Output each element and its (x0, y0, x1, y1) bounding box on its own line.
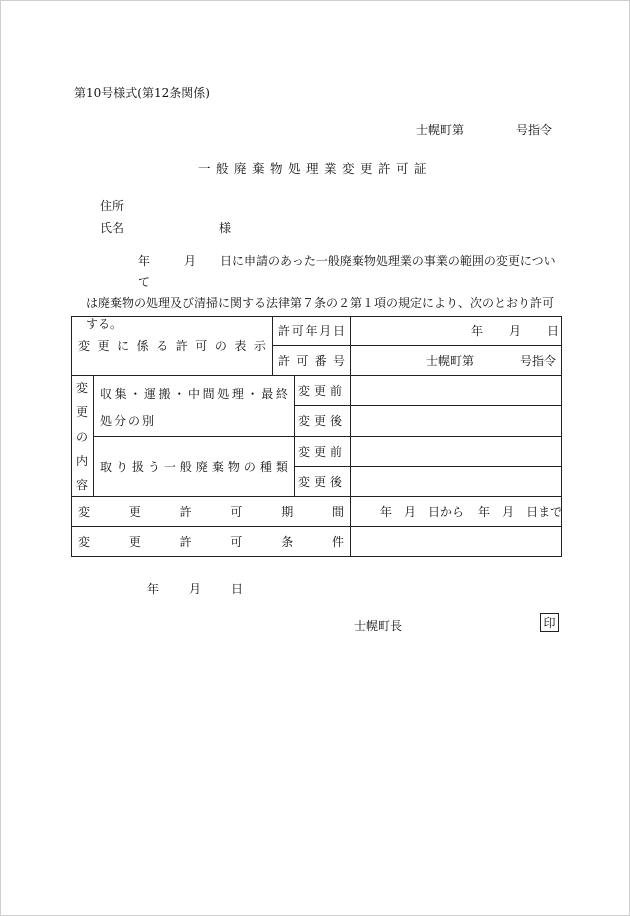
before-change-label-2: 変更前 (297, 444, 346, 459)
label-char: 運 (143, 386, 156, 401)
label-char: 類 (275, 459, 288, 474)
label-char: 更 (128, 504, 141, 519)
label-char: う (147, 459, 160, 474)
table-rule (93, 375, 94, 496)
label-char: 中 (187, 386, 200, 401)
change-display-label (78, 316, 266, 375)
label-char: 処 (217, 386, 230, 401)
address-label: 住所 (100, 199, 125, 213)
period-month-to: 月 (502, 504, 515, 519)
label-char: 係 (136, 339, 149, 353)
name-label: 氏名 (100, 221, 125, 235)
label-char: 許 (278, 353, 291, 368)
label-char: 可 (230, 534, 243, 549)
permit-date-year: 年 (471, 324, 484, 338)
label-char: 種 (259, 459, 272, 474)
table-rule (71, 556, 562, 557)
permit-date-value (471, 316, 559, 345)
period-day-from: 日から (428, 504, 465, 519)
body-year: 年 (138, 254, 151, 268)
honorific: 様 (219, 221, 232, 235)
label-char: 棄 (211, 459, 224, 474)
label-char: 可 (296, 353, 309, 368)
label-char: 間 (331, 504, 344, 519)
label-char: 件 (331, 534, 344, 549)
label-char: 般 (179, 459, 192, 474)
label-char: 号 (332, 353, 345, 368)
waste-type-label (100, 451, 288, 481)
permit-number-prefix: 士幌町第 (426, 353, 475, 368)
period-year-from: 年 (380, 504, 393, 519)
permit-number-suffix: 号指令 (520, 353, 557, 368)
period-month-from: 月 (404, 504, 417, 519)
permit-date-label (278, 316, 345, 345)
label-char: ・ (129, 386, 142, 401)
mayor-label: 士幌町長 (354, 619, 403, 633)
permit-date-month: 月 (509, 324, 522, 338)
issue-year: 年 (147, 582, 160, 596)
label-char: 変 (78, 339, 91, 353)
label-char: 間 (202, 386, 215, 401)
label-char: の (75, 429, 88, 444)
body-line-1-text: 日に申請のあった一般廃棄物処理業の事業の範囲の変更について (138, 254, 556, 289)
period-label (78, 496, 344, 526)
label-char: 可 (230, 504, 243, 519)
before-change-label-1: 変更前 (297, 383, 346, 398)
label-char: 日 (332, 324, 345, 338)
document-title: 一般廃棄物処理業変更許可証 (197, 161, 432, 176)
label-char: に (117, 339, 130, 353)
period-year-to: 年 (478, 504, 491, 519)
after-change-label-1: 変更後 (297, 414, 346, 428)
label-char: 条 (281, 534, 294, 549)
collection-label-line-1 (100, 384, 288, 402)
label-char: 更 (97, 339, 110, 353)
label-char: 可 (195, 339, 208, 353)
label-char: 変 (78, 534, 91, 549)
license-suffix: 号指令 (516, 123, 553, 137)
seal-box: 印 (540, 613, 559, 632)
label-char: 許 (179, 534, 192, 549)
label-char: 可 (291, 324, 304, 338)
table-rule (272, 316, 273, 375)
label-char: る (156, 339, 169, 353)
label-char: 表 (234, 339, 247, 353)
permit-number-label (278, 345, 345, 375)
label-char: 月 (319, 324, 332, 338)
label-char: 物 (227, 459, 240, 474)
label-char: 収 (100, 386, 113, 401)
label-char: の (243, 459, 256, 474)
issue-month: 月 (189, 582, 202, 596)
label-char: 更 (75, 405, 88, 420)
label-char: 終 (275, 386, 288, 401)
label-char: 搬 (158, 386, 171, 401)
label-char: 一 (163, 459, 176, 474)
permit-number-value (426, 345, 556, 375)
label-char: 取 (100, 459, 113, 474)
label-char: 最 (261, 386, 274, 401)
label-char: 容 (75, 478, 88, 492)
body-line-2: は廃棄物の処理及び清掃に関する法律第７条の２第１項の規定により、次のとおり許可 (86, 296, 555, 310)
condition-label (78, 526, 344, 556)
issue-date-line (147, 580, 243, 597)
body-line-3: する。 (86, 317, 123, 331)
after-change-label-2: 変更後 (297, 474, 346, 489)
label-char: 変 (78, 504, 91, 519)
label-char: 廃 (195, 459, 208, 474)
body-line-1 (86, 251, 564, 293)
body-month: 月 (184, 254, 197, 268)
label-char: の (214, 339, 227, 353)
change-content-label (71, 379, 93, 493)
label-char: り (115, 459, 128, 474)
label-char: 集 (114, 386, 127, 401)
issue-day: 日 (231, 582, 244, 596)
label-char: 扱 (131, 459, 144, 474)
period-day-to: 日まで (526, 504, 563, 519)
period-value (380, 496, 562, 526)
license-prefix: 士幌町第 (416, 123, 465, 137)
label-char: 変 (75, 381, 88, 395)
collection-label-line-2: 処分の別 (100, 413, 157, 428)
label-char: 許 (179, 504, 192, 519)
form-number: 第10号様式(第12条関係) (74, 86, 210, 100)
table-rule (350, 316, 351, 556)
label-char: ・ (173, 386, 186, 401)
label-char: 内 (75, 453, 88, 468)
label-char: 番 (314, 353, 327, 368)
label-char: ・ (246, 386, 259, 401)
label-char: 年 (305, 324, 318, 338)
label-char: 許 (175, 339, 188, 353)
label-char: 示 (253, 339, 266, 353)
permit-date-day: 日 (547, 324, 560, 338)
license-number-line (416, 121, 552, 138)
label-char: 理 (231, 386, 244, 401)
label-char: 許 (278, 324, 291, 338)
label-char: 更 (128, 534, 141, 549)
label-char: 期 (281, 504, 294, 519)
